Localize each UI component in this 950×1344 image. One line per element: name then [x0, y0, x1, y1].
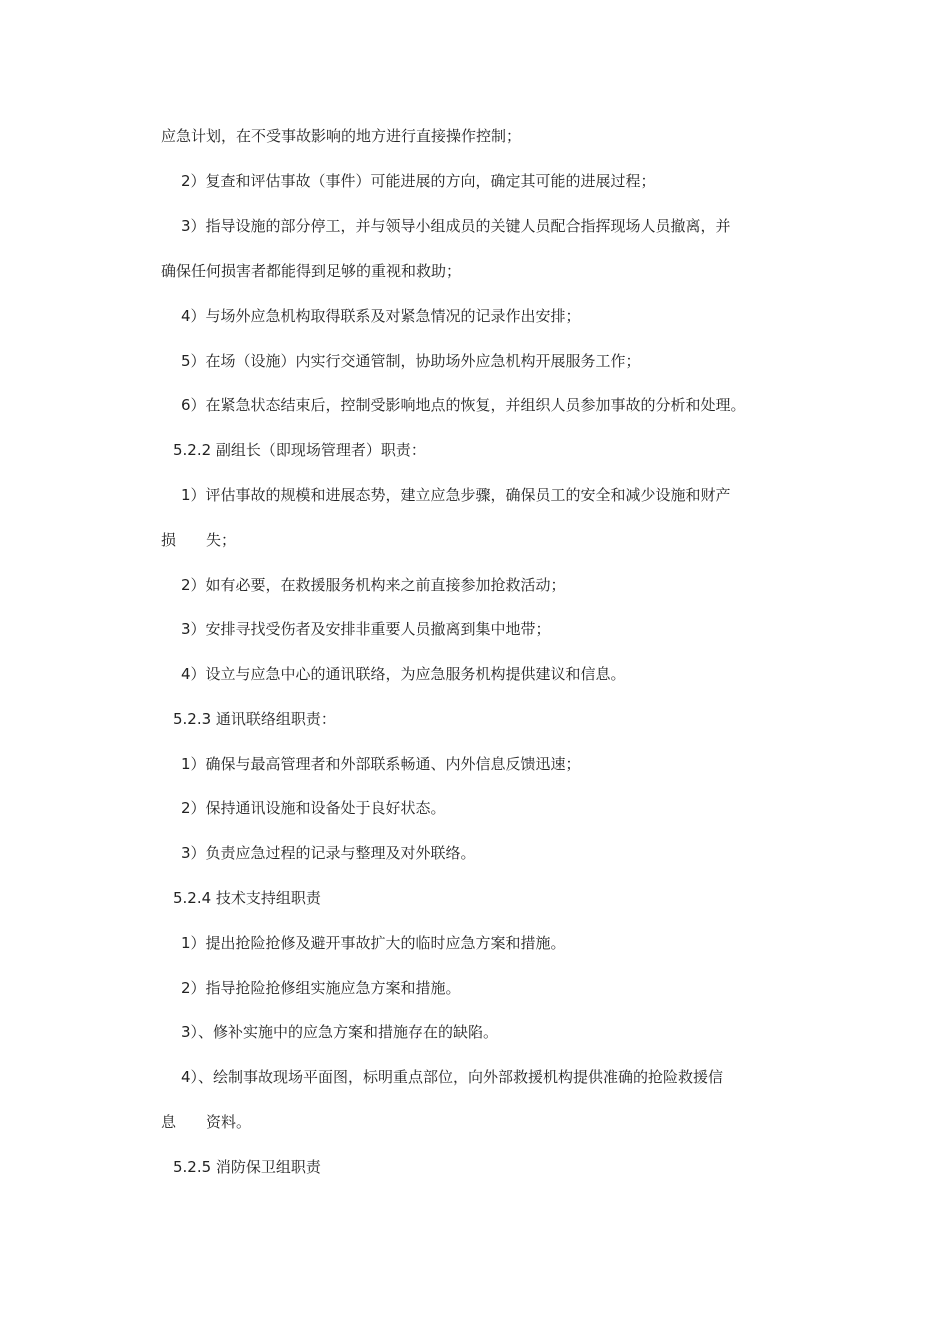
paragraph-line: 确保任何损害者都能得到足够的重视和救助；	[161, 262, 462, 280]
list-item: 2）如有必要，在救援服务机构来之前直接参加抢救活动；	[181, 576, 566, 594]
list-item: 6）在紧急状态结束后，控制受影响地点的恢复，并组织人员参加事故的分析和处理。	[181, 396, 746, 414]
section-heading: 5.2.5 消防保卫组职责	[173, 1158, 321, 1176]
list-item: 1）提出抢险抢修及避开事故扩大的临时应急方案和措施。	[181, 934, 566, 952]
list-item: 4）与场外应急机构取得联系及对紧急情况的记录作出安排；	[181, 307, 581, 325]
list-item: 2）指导抢险抢修组实施应急方案和措施。	[181, 979, 461, 997]
list-item: 3）安排寻找受伤者及安排非重要人员撤离到集中地带；	[181, 620, 551, 638]
list-item: 3）指导设施的部分停工，并与领导小组成员的关键人员配合指挥现场人员撤离，并	[181, 217, 731, 235]
section-heading: 5.2.3 通讯联络组职责：	[173, 710, 336, 728]
paragraph-line: 息 资料。	[161, 1113, 252, 1131]
paragraph-line: 应急计划，在不受事故影响的地方进行直接操作控制；	[161, 127, 522, 145]
list-item: 4）、绘制事故现场平面图，标明重点部位，向外部救援机构提供准确的抢险救援信	[181, 1068, 724, 1086]
list-item: 5）在场（设施）内实行交通管制，协助场外应急机构开展服务工作；	[181, 352, 641, 370]
list-item: 4）设立与应急中心的通讯联络，为应急服务机构提供建议和信息。	[181, 665, 626, 683]
paragraph-line: 损 失；	[161, 531, 237, 549]
list-item: 2）保持通讯设施和设备处于良好状态。	[181, 799, 446, 817]
section-heading: 5.2.2 副组长（即现场管理者）职责：	[173, 441, 426, 459]
list-item: 3）负责应急过程的记录与整理及对外联络。	[181, 844, 476, 862]
section-heading: 5.2.4 技术支持组职责	[173, 889, 321, 907]
list-item: 1）评估事故的规模和进展态势，建立应急步骤，确保员工的安全和减少设施和财产	[181, 486, 731, 504]
list-item: 3）、修补实施中的应急方案和措施存在的缺陷。	[181, 1023, 499, 1041]
list-item: 1）确保与最高管理者和外部联系畅通、内外信息反馈迅速；	[181, 755, 581, 773]
list-item: 2）复查和评估事故（事件）可能进展的方向，确定其可能的进展过程；	[181, 172, 656, 190]
